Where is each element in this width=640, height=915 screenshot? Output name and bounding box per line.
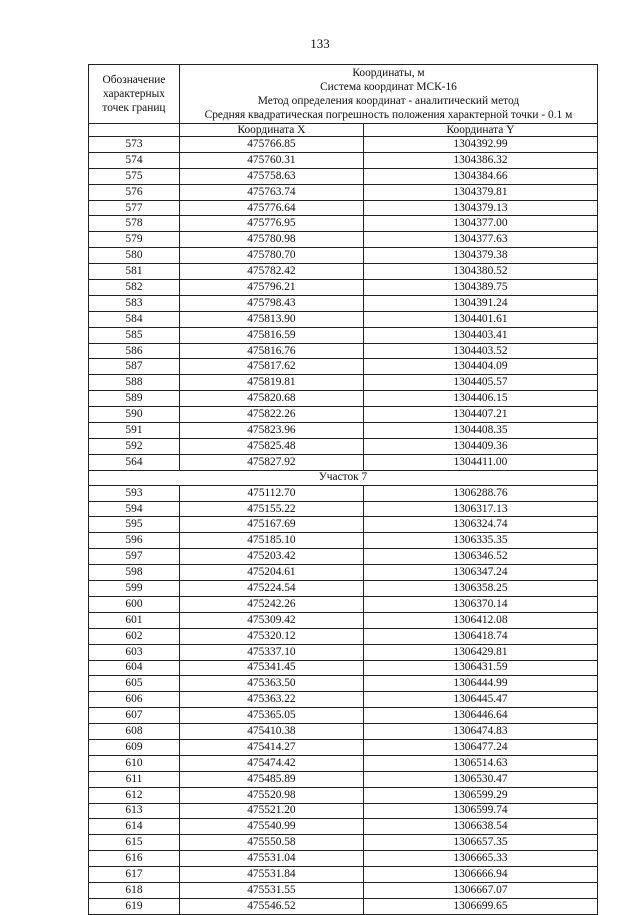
x-coordinate-cell: 475185.10 [179,533,363,549]
table-row [89,200,598,216]
x-coordinate-cell: 475363.50 [179,676,363,692]
table-row [89,485,598,501]
x-coordinate-cell: 475337.10 [179,644,363,660]
point-id-cell: 577 [89,200,180,216]
x-coordinate-cell: 475758.63 [179,168,363,184]
y-coordinate-cell: 1306346.52 [363,549,597,565]
table-row [89,137,598,153]
table-row [89,787,598,803]
y-coordinate-cell: 1306666.94 [363,867,597,883]
point-id-cell: 597 [89,549,180,565]
point-id-cell: 583 [89,295,180,311]
meta-line: Метод определения координат - аналитический метод [257,95,520,107]
table-row [89,692,598,708]
x-column-header: Координата X [179,124,363,137]
x-coordinate-cell: 475531.55 [179,882,363,898]
x-coordinate-cell: 475816.76 [179,343,363,359]
x-coordinate-cell: 475531.84 [179,867,363,883]
x-coordinate-cell: 475203.42 [179,549,363,565]
table-row [89,549,598,565]
header-line: характерных [103,88,165,100]
x-coordinate-cell: 475520.98 [179,787,363,803]
table-row [89,533,598,549]
y-coordinate-cell: 1304386.32 [363,152,597,168]
x-coordinate-cell: 475760.31 [179,152,363,168]
point-id-cell: 605 [89,676,180,692]
table-row [89,819,598,835]
y-coordinate-cell: 1304377.63 [363,232,597,248]
point-id-cell: 595 [89,517,180,533]
table-row [89,359,598,375]
y-coordinate-cell: 1306418.74 [363,628,597,644]
point-id-cell: 602 [89,628,180,644]
x-coordinate-cell: 475780.98 [179,232,363,248]
header-line: точек границ [102,102,166,114]
x-coordinate-cell: 475820.68 [179,391,363,407]
y-coordinate-cell: 1306288.76 [363,485,597,501]
section-row [89,470,598,485]
x-coordinate-cell: 475813.90 [179,311,363,327]
point-id-cell: 588 [89,375,180,391]
table-row [89,882,598,898]
x-coordinate-cell: 475817.62 [179,359,363,375]
point-id-cell: 581 [89,264,180,280]
point-id-cell: 616 [89,851,180,867]
point-id-cell: 599 [89,581,180,597]
y-coordinate-cell: 1306638.54 [363,819,597,835]
table-row [89,501,598,517]
y-coordinate-cell: 1306412.08 [363,612,597,628]
header-line: Обозначение [102,74,166,86]
coordinates-table [88,64,598,915]
y-coordinate-cell: 1306530.47 [363,771,597,787]
x-coordinate-cell: 475112.70 [179,485,363,501]
table-row [89,898,598,914]
point-id-cell: 617 [89,867,180,883]
y-coordinate-cell: 1304411.00 [363,454,597,470]
table-row [89,660,598,676]
table-row [89,628,598,644]
point-id-cell: 598 [89,565,180,581]
point-id-cell: 610 [89,755,180,771]
x-coordinate-cell: 475546.52 [179,898,363,914]
point-id-cell: 580 [89,248,180,264]
y-coordinate-cell: 1304405.57 [363,375,597,391]
point-id-cell: 591 [89,423,180,439]
table-row [89,708,598,724]
table-row [89,454,598,470]
y-coordinate-cell: 1304404.09 [363,359,597,375]
point-id-cell: 601 [89,612,180,628]
point-designation-header [89,65,180,124]
y-coordinate-cell: 1306657.35 [363,835,597,851]
y-coordinate-cell: 1306358.25 [363,581,597,597]
point-id-cell: 575 [89,168,180,184]
meta-line: Система координат МСК-16 [320,81,457,93]
table-row [89,438,598,454]
x-coordinate-cell: 475798.43 [179,295,363,311]
y-coordinate-cell: 1306429.81 [363,644,597,660]
y-coordinate-cell: 1304391.24 [363,295,597,311]
y-coordinate-cell: 1304379.38 [363,248,597,264]
x-coordinate-cell: 475766.85 [179,137,363,153]
y-coordinate-cell: 1304377.00 [363,216,597,232]
y-column-header: Координата Y [363,124,597,137]
x-coordinate-cell: 475485.89 [179,771,363,787]
table-row [89,375,598,391]
table-row [89,232,598,248]
x-coordinate-cell: 475474.42 [179,755,363,771]
point-id-cell: 609 [89,739,180,755]
table-row [89,517,598,533]
y-coordinate-cell: 1306444.99 [363,676,597,692]
x-coordinate-cell: 475823.96 [179,423,363,439]
point-id-cell: 579 [89,232,180,248]
y-coordinate-cell: 1304403.41 [363,327,597,343]
x-coordinate-cell: 475410.38 [179,724,363,740]
point-id-cell: 573 [89,137,180,153]
x-coordinate-cell: 475365.05 [179,708,363,724]
point-id-cell: 564 [89,454,180,470]
table-header-row [89,65,598,124]
table-row [89,248,598,264]
y-coordinate-cell: 1306370.14 [363,596,597,612]
y-coordinate-cell: 1306445.47 [363,692,597,708]
point-id-cell: 596 [89,533,180,549]
point-id-cell: 612 [89,787,180,803]
point-id-cell: 589 [89,391,180,407]
table-row [89,343,598,359]
x-coordinate-cell: 475780.70 [179,248,363,264]
point-id-cell: 584 [89,311,180,327]
x-coordinate-cell: 475341.45 [179,660,363,676]
y-coordinate-cell: 1306446.64 [363,708,597,724]
y-coordinate-cell: 1306317.13 [363,501,597,517]
y-coordinate-cell: 1306599.29 [363,787,597,803]
table-row [89,184,598,200]
empty-header-cell [89,124,180,137]
table-row [89,581,598,597]
point-id-cell: 611 [89,771,180,787]
y-coordinate-cell: 1304389.75 [363,280,597,296]
point-id-cell: 574 [89,152,180,168]
x-coordinate-cell: 475776.64 [179,200,363,216]
table-row [89,280,598,296]
x-coordinate-cell: 475309.42 [179,612,363,628]
x-coordinate-cell: 475531.04 [179,851,363,867]
y-coordinate-cell: 1306431.59 [363,660,597,676]
table-row [89,327,598,343]
point-id-cell: 586 [89,343,180,359]
table-row [89,867,598,883]
x-coordinate-cell: 475363.22 [179,692,363,708]
table-row [89,755,598,771]
x-coordinate-cell: 475242.26 [179,596,363,612]
table-row [89,423,598,439]
table-row [89,835,598,851]
point-id-cell: 592 [89,438,180,454]
point-id-cell: 600 [89,596,180,612]
y-coordinate-cell: 1306477.24 [363,739,597,755]
y-coordinate-cell: 1306347.24 [363,565,597,581]
point-id-cell: 590 [89,407,180,423]
point-id-cell: 578 [89,216,180,232]
y-coordinate-cell: 1304379.13 [363,200,597,216]
table-row [89,264,598,280]
x-coordinate-cell: 475550.58 [179,835,363,851]
table-row [89,391,598,407]
y-coordinate-cell: 1304406.15 [363,391,597,407]
y-coordinate-cell: 1306667.07 [363,882,597,898]
coordinates-table-body [89,65,598,915]
x-coordinate-cell: 475819.81 [179,375,363,391]
point-id-cell: 576 [89,184,180,200]
table-row [89,771,598,787]
x-coordinate-cell: 475224.54 [179,581,363,597]
y-coordinate-cell: 1304401.61 [363,311,597,327]
point-id-cell: 582 [89,280,180,296]
y-coordinate-cell: 1306699.65 [363,898,597,914]
point-id-cell: 615 [89,835,180,851]
point-id-cell: 585 [89,327,180,343]
table-row [89,295,598,311]
point-id-cell: 603 [89,644,180,660]
y-coordinate-cell: 1306474.83 [363,724,597,740]
table-row [89,676,598,692]
point-id-cell: 606 [89,692,180,708]
y-coordinate-cell: 1304408.35 [363,423,597,439]
table-row [89,311,598,327]
table-row [89,644,598,660]
y-coordinate-cell: 1306665.33 [363,851,597,867]
table-row [89,612,598,628]
page-number: 133 [310,36,330,51]
y-coordinate-cell: 1306514.63 [363,755,597,771]
x-coordinate-cell: 475796.21 [179,280,363,296]
table-row [89,596,598,612]
table-row [89,168,598,184]
y-coordinate-cell: 1304384.66 [363,168,597,184]
table-row [89,565,598,581]
point-id-cell: 608 [89,724,180,740]
x-coordinate-cell: 475155.22 [179,501,363,517]
coordinates-meta-header [179,65,597,124]
x-coordinate-cell: 475763.74 [179,184,363,200]
point-id-cell: 587 [89,359,180,375]
y-coordinate-cell: 1304403.52 [363,343,597,359]
table-row [89,216,598,232]
point-id-cell: 619 [89,898,180,914]
y-coordinate-cell: 1306599.74 [363,803,597,819]
column-label-row [89,124,598,137]
y-coordinate-cell: 1306324.74 [363,517,597,533]
x-coordinate-cell: 475827.92 [179,454,363,470]
x-coordinate-cell: 475782.42 [179,264,363,280]
x-coordinate-cell: 475521.20 [179,803,363,819]
y-coordinate-cell: 1304392.99 [363,137,597,153]
point-id-cell: 613 [89,803,180,819]
point-id-cell: 604 [89,660,180,676]
x-coordinate-cell: 475320.12 [179,628,363,644]
point-id-cell: 607 [89,708,180,724]
y-coordinate-cell: 1304407.21 [363,407,597,423]
section-title: Участок 7 [89,470,598,485]
point-id-cell: 618 [89,882,180,898]
x-coordinate-cell: 475816.59 [179,327,363,343]
table-row [89,152,598,168]
table-row [89,724,598,740]
meta-line: Координаты, м [352,67,425,79]
table-row [89,851,598,867]
y-coordinate-cell: 1304409.36 [363,438,597,454]
x-coordinate-cell: 475414.27 [179,739,363,755]
x-coordinate-cell: 475776.95 [179,216,363,232]
x-coordinate-cell: 475167.69 [179,517,363,533]
y-coordinate-cell: 1306335.35 [363,533,597,549]
y-coordinate-cell: 1304379.81 [363,184,597,200]
x-coordinate-cell: 475825.48 [179,438,363,454]
meta-line: Средняя квадратическая погрешность положения характерной точки - 0.1 м [204,109,573,121]
table-row [89,407,598,423]
x-coordinate-cell: 475822.26 [179,407,363,423]
x-coordinate-cell: 475540.99 [179,819,363,835]
point-id-cell: 593 [89,485,180,501]
y-coordinate-cell: 1304380.52 [363,264,597,280]
table-row [89,739,598,755]
table-row [89,803,598,819]
x-coordinate-cell: 475204.61 [179,565,363,581]
point-id-cell: 614 [89,819,180,835]
point-id-cell: 594 [89,501,180,517]
